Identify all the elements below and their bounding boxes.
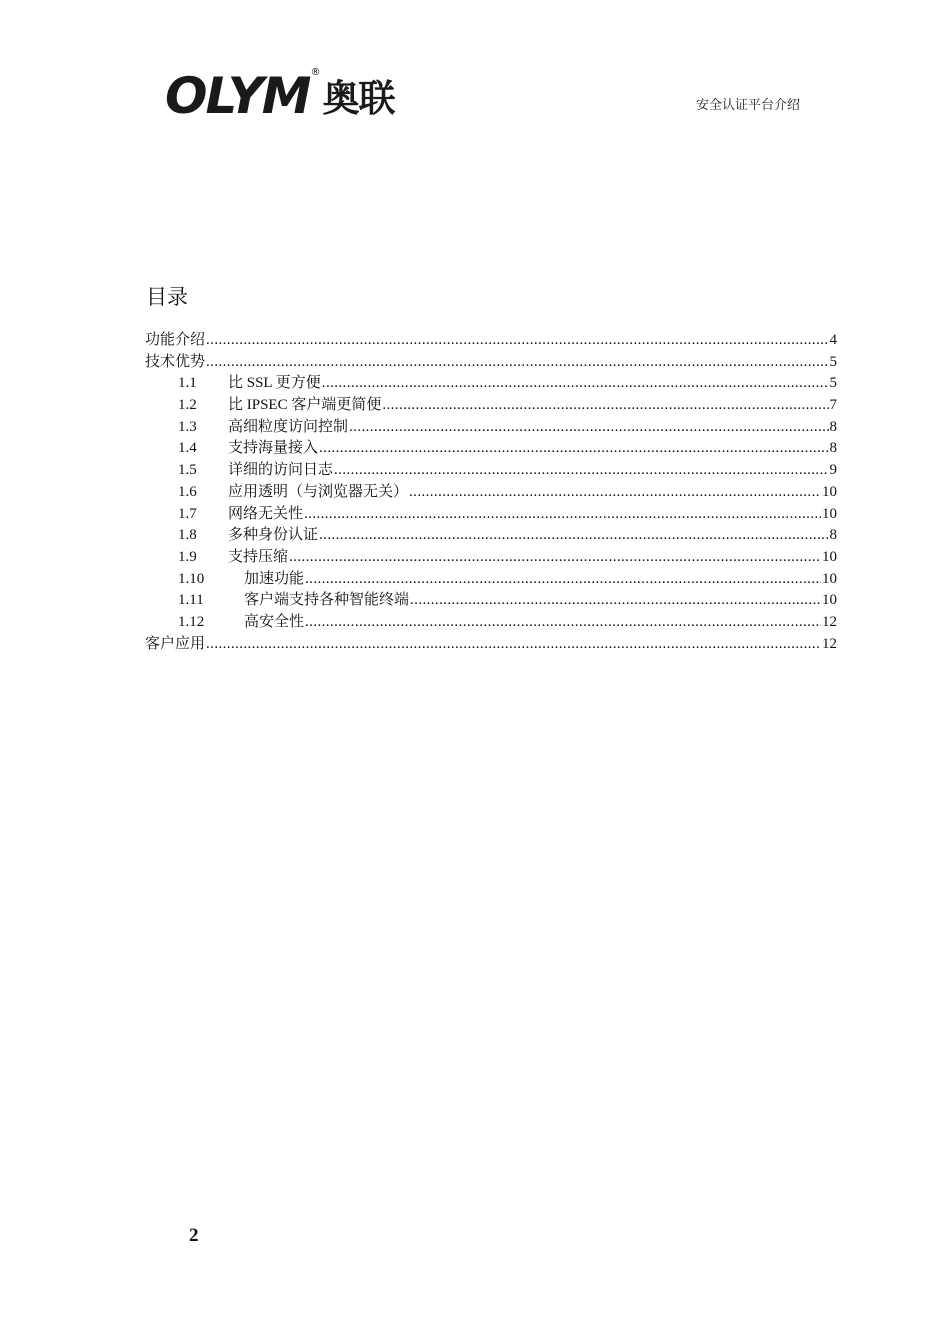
toc-entry-title: 多种身份认证 <box>228 527 319 544</box>
toc-entry-title: 比 IPSEC 客户端更简便 <box>228 397 382 414</box>
toc-entry-page: 12 <box>822 635 837 652</box>
toc-leader-dots <box>409 482 821 504</box>
toc-entry-number: 1.12 <box>178 613 205 630</box>
toc-entry-page: 5 <box>829 375 837 392</box>
toc-leader-dots <box>319 438 828 460</box>
table-of-contents <box>145 330 837 655</box>
toc-leader-dots <box>206 330 828 352</box>
toc-entry-number: 1.10 <box>178 570 205 587</box>
toc-entry-number: 1.4 <box>178 440 197 457</box>
toc-entry-title: 支持压缩 <box>228 548 289 565</box>
toc-entry-number: 1.6 <box>178 483 197 500</box>
logo-wordmark: OLYM <box>165 67 310 125</box>
toc-entry-page: 8 <box>829 527 837 544</box>
running-header-title: 安全认证平台介绍 <box>696 97 801 112</box>
toc-entry[interactable] <box>145 330 837 352</box>
toc-entry-number: 1.5 <box>178 462 197 479</box>
toc-entry-title: 详细的访问日志 <box>228 462 334 479</box>
toc-entry-number: 1.1 <box>178 375 197 392</box>
toc-entry[interactable] <box>145 352 837 374</box>
toc-leader-dots <box>410 590 821 612</box>
toc-entry[interactable] <box>145 634 837 656</box>
toc-entry-page: 10 <box>822 505 837 522</box>
toc-entry-page: 7 <box>829 397 837 414</box>
toc-leader-dots <box>289 547 821 569</box>
toc-entry-title: 高细粒度访问控制 <box>228 418 349 435</box>
toc-entry[interactable] <box>145 417 837 439</box>
toc-entry-number: 1.3 <box>178 418 197 435</box>
toc-entry[interactable] <box>145 590 837 612</box>
toc-entry[interactable] <box>145 612 837 634</box>
toc-entry-title: 技术优势 <box>145 353 206 370</box>
toc-leader-dots <box>206 352 828 374</box>
logo-chinese-name: 奥联 <box>322 77 395 120</box>
toc-entry-page: 10 <box>822 570 837 587</box>
toc-entry-page: 5 <box>829 353 837 370</box>
toc-entry-title: 客户应用 <box>145 635 206 652</box>
toc-leader-dots <box>322 373 829 395</box>
toc-entry-number: 1.8 <box>178 527 197 544</box>
toc-leader-dots <box>304 504 821 526</box>
toc-entry[interactable] <box>145 547 837 569</box>
toc-entry[interactable] <box>145 482 837 504</box>
toc-leader-dots <box>334 460 828 482</box>
toc-entry-title: 高安全性 <box>244 613 305 630</box>
toc-leader-dots <box>382 395 828 417</box>
toc-entry-page: 10 <box>822 483 837 500</box>
page-number: 2 <box>189 1225 199 1246</box>
toc-entry-page: 4 <box>829 332 837 348</box>
toc-entry-title: 应用透明（与浏览器无关） <box>228 483 409 500</box>
toc-entry[interactable] <box>145 438 837 460</box>
toc-heading: 目录 <box>146 285 188 309</box>
toc-entry-number: 1.7 <box>178 505 197 522</box>
toc-entry-title: 支持海量接入 <box>228 440 319 457</box>
toc-entry-number: 1.9 <box>178 548 197 565</box>
toc-leader-dots <box>349 417 828 439</box>
toc-entry[interactable] <box>145 395 837 417</box>
toc-leader-dots <box>305 612 821 634</box>
toc-entry-page: 10 <box>822 548 837 565</box>
toc-entry[interactable] <box>145 460 837 482</box>
toc-leader-dots <box>305 569 821 591</box>
company-logo <box>165 62 395 125</box>
toc-entry-number: 1.11 <box>178 592 204 609</box>
toc-entry[interactable] <box>145 373 837 395</box>
registered-mark: ® <box>310 67 321 78</box>
toc-leader-dots <box>206 634 821 656</box>
toc-entry-page: 9 <box>829 462 837 479</box>
toc-entry[interactable] <box>145 569 837 591</box>
toc-entry-page: 12 <box>822 613 837 630</box>
toc-entry-title: 比 SSL 更方便 <box>228 375 321 392</box>
toc-entry-title: 客户端支持各种智能终端 <box>244 592 410 609</box>
toc-entry[interactable] <box>145 525 837 547</box>
toc-leader-dots <box>319 525 828 547</box>
toc-entry-page: 8 <box>829 418 837 435</box>
toc-entry-page: 10 <box>822 592 837 609</box>
toc-entry-number: 1.2 <box>178 397 197 414</box>
toc-entry-title: 加速功能 <box>244 570 305 587</box>
toc-entry-title: 功能介绍 <box>145 332 206 348</box>
toc-entry-title: 网络无关性 <box>228 505 304 522</box>
toc-entry[interactable] <box>145 504 837 526</box>
toc-entry-page: 8 <box>829 440 837 457</box>
